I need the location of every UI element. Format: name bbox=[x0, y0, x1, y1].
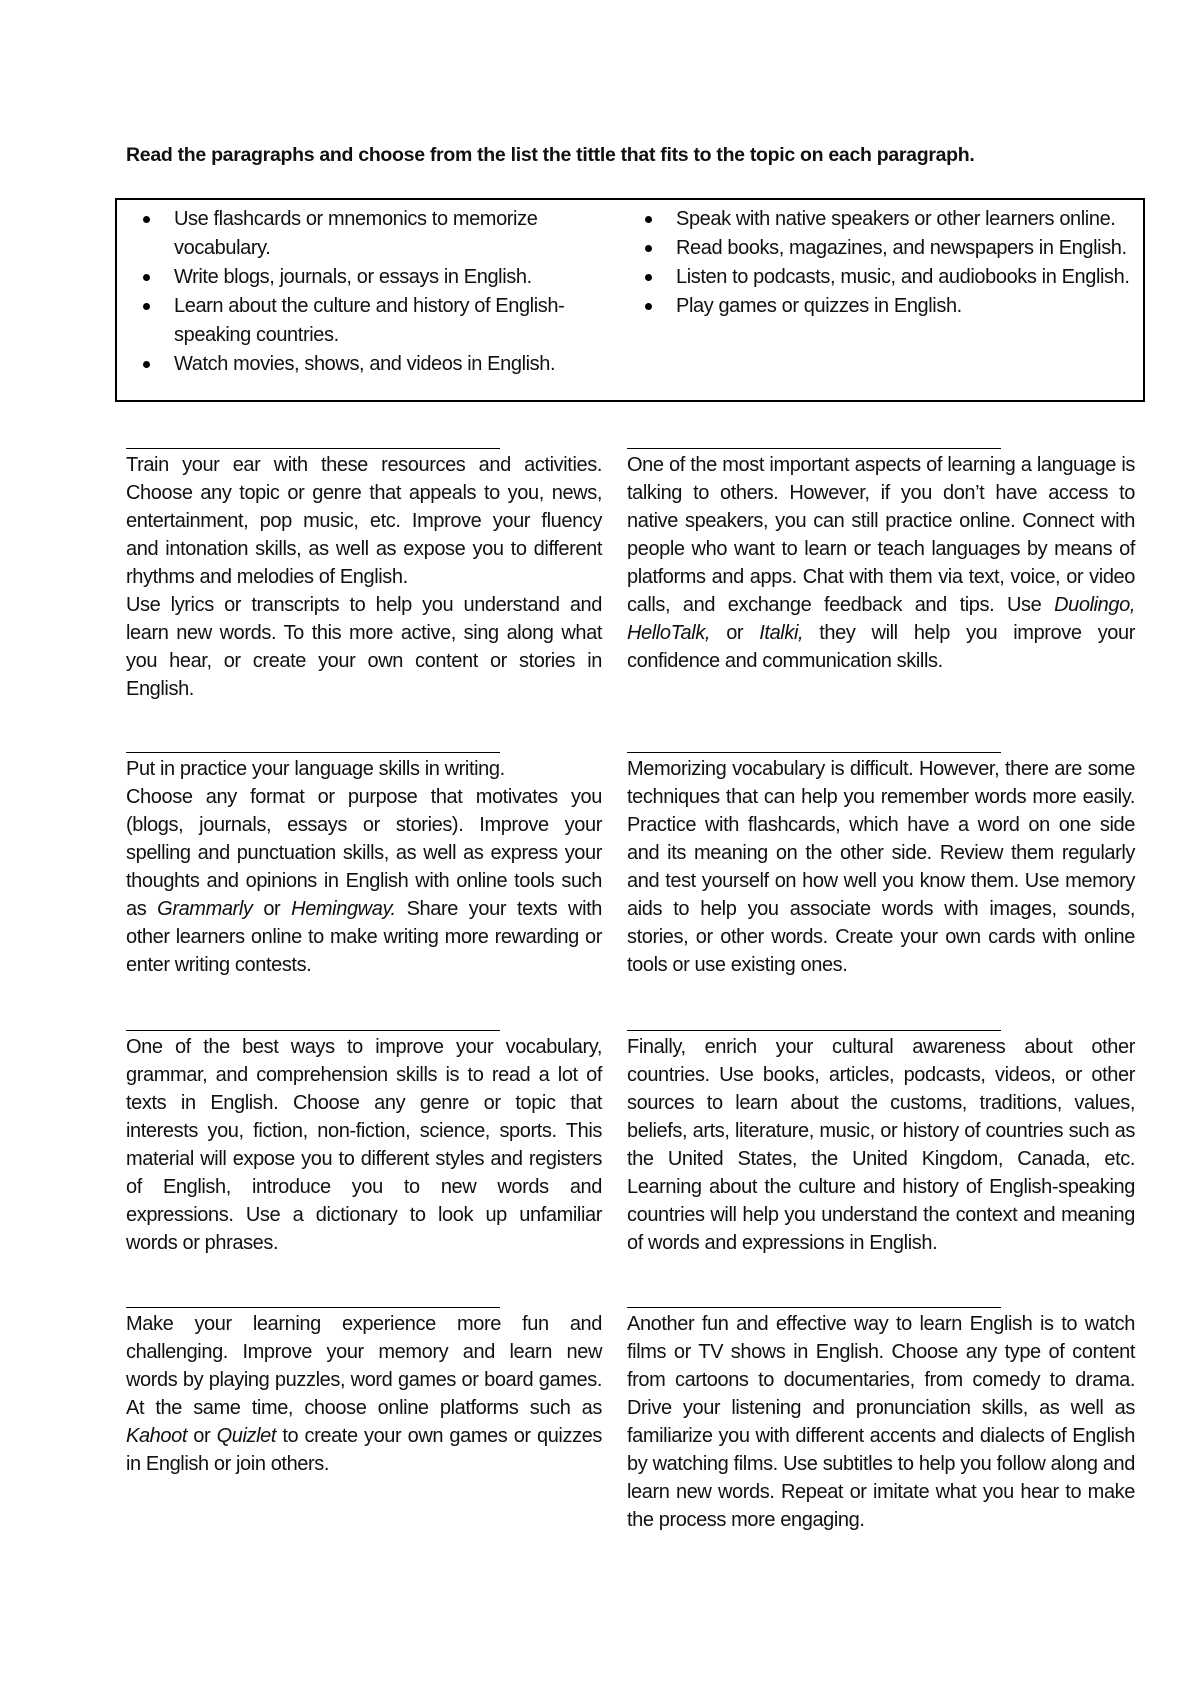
titles-box bbox=[115, 198, 1145, 402]
titles-list-left bbox=[135, 205, 575, 379]
title-option: Use flashcards or mnemonics to memorize vocabulary. bbox=[135, 205, 575, 263]
paragraph-block-6 bbox=[627, 1030, 1135, 1257]
paragraph-block-5 bbox=[126, 1030, 602, 1257]
answer-blank[interactable] bbox=[627, 1307, 1001, 1308]
title-option: Watch movies, shows, and videos in English. bbox=[135, 350, 575, 379]
answer-blank[interactable] bbox=[126, 448, 500, 449]
title-option: Speak with native speakers or other learners online. bbox=[637, 205, 1137, 234]
paragraph-text: Train your ear with these resources and activities. Choose any topic or genre that appeals to you, news, entertainment, pop music, etc. Improve your fluency and intonation skills, as well as expose you to different rhythms and melodies of English. bbox=[126, 454, 602, 588]
title-option: Listen to podcasts, music, and audiobooks in English. bbox=[637, 263, 1137, 292]
paragraph-text: Put in practice your language skills in writing. bbox=[126, 758, 505, 780]
paragraph-block-2 bbox=[627, 448, 1135, 675]
instruction-text: Read the paragraphs and choose from the list the tittle that fits to the topic on each paragraph. bbox=[126, 144, 975, 166]
answer-blank[interactable] bbox=[627, 1030, 1001, 1031]
paragraph-text: One of the most important aspects of learning a language is talking to others. However, if you don’t have access to native speakers, you can still practice online. Connect with people who want to learn or teach languages by means of platforms and apps. Chat with them via text, voice, or video calls, and exchange feedback and tips. Use Duolingo, HelloTalk, or Italki, they will help you improve your confidence and communication skills. bbox=[627, 454, 1135, 672]
paragraph-text: Finally, enrich your cultural awareness about other countries. Use books, articles, podcasts, videos, or other sources to learn about the customs, traditions, values, beliefs, arts, literature, music, or history of countries such as the United States, the United Kingdom, Canada, etc. Learning about the culture and history of English-speaking countries will help you understand the context and meaning of words and expressions in English. bbox=[627, 1036, 1135, 1254]
titles-list-right bbox=[637, 205, 1137, 321]
paragraph-text: Use lyrics or transcripts to help you understand and learn new words. To this more active, sing along what you hear, or create your own content or stories in English. bbox=[126, 594, 602, 700]
paragraph-text: Choose any format or purpose that motivates you (blogs, journals, essays or stories). Improve your spelling and punctuation skills, as well as express your thoughts and opinions in English with online tools such as Grammarly or Hemingway. Share your texts with other learners online to make writing more rewarding or enter writing contests. bbox=[126, 786, 602, 976]
answer-blank[interactable] bbox=[126, 752, 500, 753]
paragraph-block-1 bbox=[126, 448, 602, 703]
answer-blank[interactable] bbox=[126, 1030, 500, 1031]
paragraph-block-4 bbox=[627, 752, 1135, 979]
title-option: Write blogs, journals, or essays in English. bbox=[135, 263, 575, 292]
title-option: Learn about the culture and history of English-speaking countries. bbox=[135, 292, 575, 350]
title-option: Play games or quizzes in English. bbox=[637, 292, 1137, 321]
paragraph-block-3 bbox=[126, 752, 602, 979]
paragraph-text: One of the best ways to improve your vocabulary, grammar, and comprehension skills is to read a lot of texts in English. Choose any genre or topic that interests you, fiction, non-fiction, science, sports. This material will expose you to different styles and registers of English, introduce you to new words and expressions. Use a dictionary to look up unfamiliar words or phrases. bbox=[126, 1036, 602, 1254]
paragraph-block-8 bbox=[627, 1307, 1135, 1534]
paragraph-block-7 bbox=[126, 1307, 602, 1478]
answer-blank[interactable] bbox=[627, 752, 1001, 753]
paragraph-text: Another fun and effective way to learn English is to watch films or TV shows in English. Choose any type of content from cartoons to documentaries, from comedy to drama. Drive your listening and pronunciation skills, as well as familiarize you with different accents and dialects of English by watching films. Use subtitles to help you follow along and learn new words. Repeat or imitate what you hear to make the process more engaging. bbox=[627, 1313, 1135, 1531]
paragraph-text: Memorizing vocabulary is difficult. However, there are some techniques that can help you remember words more easily. Practice with flashcards, which have a word on one side and its meaning on the other side. Review them regularly and test yourself on how well you know them. Use memory aids to help you associate words with images, sounds, stories, or other words. Create your own cards with online tools or use existing ones. bbox=[627, 758, 1135, 976]
paragraph-text: Make your learning experience more fun and challenging. Improve your memory and learn new words by playing puzzles, word games or board games. At the same time, choose online platforms such as Kahoot or Quizlet to create your own games or quizzes in English or join others. bbox=[126, 1313, 602, 1475]
answer-blank[interactable] bbox=[627, 448, 1001, 449]
title-option: Read books, magazines, and newspapers in English. bbox=[637, 234, 1137, 263]
answer-blank[interactable] bbox=[126, 1307, 500, 1308]
